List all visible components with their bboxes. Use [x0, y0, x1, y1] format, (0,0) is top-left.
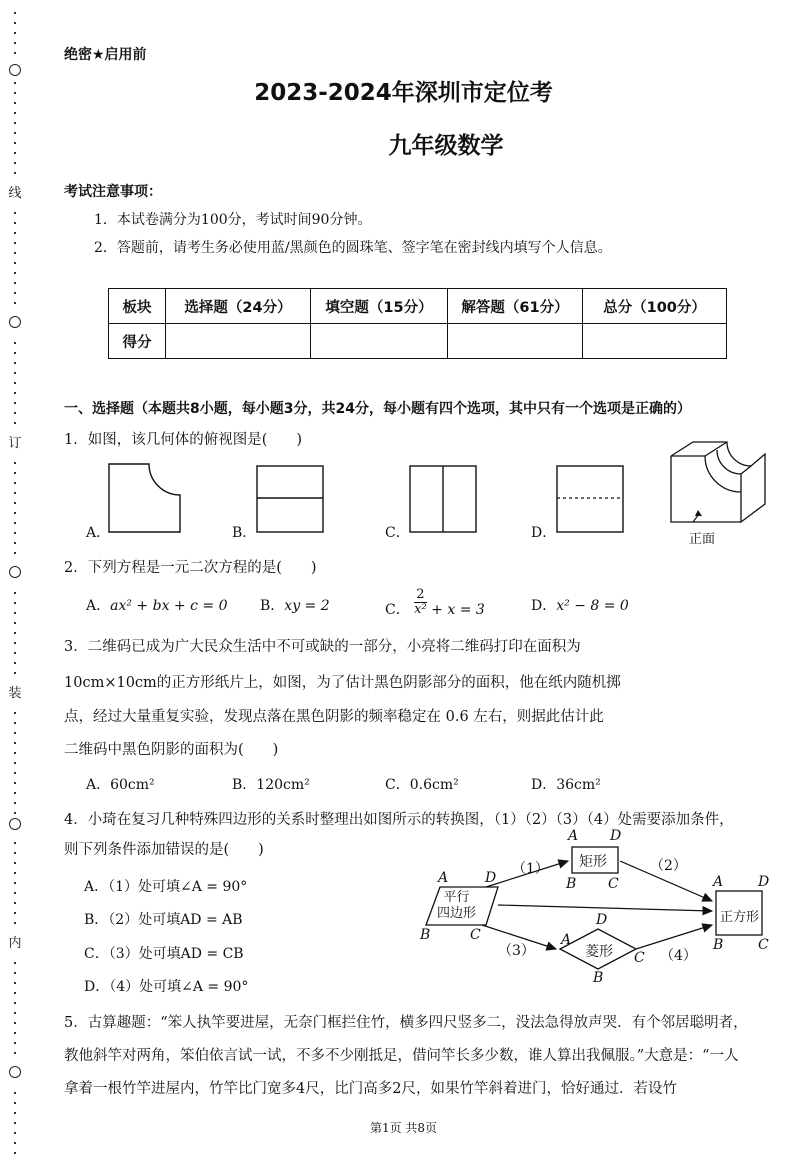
binding-dot [14, 782, 16, 784]
binding-dot [14, 52, 16, 54]
binding-dot [14, 1002, 16, 1004]
q4-line: 4．小琦在复习几种特殊四边形的关系时整理出如图所示的转换图，（1）（2）（3）（4）处需要添加条件， [64, 812, 734, 828]
page-title: 2023-2024年深圳市定位考 [254, 80, 553, 106]
score-row-label: 得分 [109, 324, 166, 359]
binding-dot [14, 492, 16, 494]
binding-dot [14, 212, 16, 214]
q2-option-a-expr: ax² + bx + c = 0 [110, 598, 228, 614]
binding-dot [14, 962, 16, 964]
q3-option-b: B．120cm² [232, 777, 310, 793]
q1-option-d: D． [531, 525, 557, 541]
binding-dot [14, 172, 16, 174]
q3-option-a: A．60cm² [86, 777, 155, 793]
binding-dot [14, 672, 16, 674]
binding-dot [14, 652, 16, 654]
binding-dot [14, 382, 16, 384]
binding-dot [14, 722, 16, 724]
binding-dot [14, 412, 16, 414]
parallelogram-label-line1: 平行 [443, 890, 470, 905]
q4-rectangle-label: 矩形 [579, 854, 607, 870]
binding-dot [14, 642, 16, 644]
q4-option-d: D．（4）处可填∠A = 90° [84, 979, 249, 995]
binding-dot [14, 532, 16, 534]
binding-dot [14, 252, 16, 254]
notice-heading: 考试注意事项： [64, 184, 162, 200]
binding-dot [14, 122, 16, 124]
vertex-letter: C [634, 950, 645, 966]
section-heading: 一、选择题（本题共8小题，每小题3分，共24分，每小题有四个选项，其中只有一个选项是正确的） [64, 401, 691, 417]
binding-dot [14, 662, 16, 664]
binding-dot [14, 712, 16, 714]
q3-line: 点，经过大量重复实验，发现点落在黑色阴影的频率稳定在 0.6 左右，则据此估计此 [64, 709, 604, 725]
q3-line: 3．二维码已成为广大民众生活中不可或缺的一部分，小亮将二维码打印在面积为 [64, 639, 581, 655]
q5-line: 5．古算趣题：“笨人执竿要进屋，无奈门框拦住竹，横多四尺竖多二，没法急得放声哭．有个邻居聪明者， [64, 1015, 748, 1031]
vertex-letter: A [561, 932, 572, 948]
q1-option-c: C． [385, 525, 410, 541]
binding-dot [14, 242, 16, 244]
binding-dot [14, 732, 16, 734]
q4-option-a: A．（1）处可填∠A = 90° [84, 879, 248, 895]
vertex-letter: B [593, 970, 604, 986]
score-header: 总分（100分） [583, 289, 727, 324]
binding-dot [14, 232, 16, 234]
notice-item: 2．答题前，请考生务必使用蓝/黑颜色的圆珠笔、签字笔在密封线内填写个人信息。 [94, 240, 612, 256]
binding-dot [14, 912, 16, 914]
page-subtitle: 九年级数学 [388, 133, 504, 159]
binding-dot [14, 812, 16, 814]
binding-dot [14, 872, 16, 874]
q2-option-b [260, 595, 330, 615]
binding-dot [14, 22, 16, 24]
q2-option-b-expr: xy = 2 [284, 598, 330, 614]
binding-dot [14, 302, 16, 304]
q2-option-a [86, 595, 227, 615]
page-footer: 第1页 共8页 [369, 1121, 438, 1135]
binding-dot [14, 882, 16, 884]
binding-ring [9, 316, 21, 328]
binding-dot [14, 922, 16, 924]
binding-dot [14, 1032, 16, 1034]
q2-option-b-label: B． [260, 598, 285, 614]
binding-dot [14, 222, 16, 224]
binding-dot [14, 612, 16, 614]
binding-dot [14, 112, 16, 114]
q2-option-c-den: x² [414, 602, 427, 617]
parallelogram-label-line2: 四边形 [437, 906, 477, 921]
vertex-letter: C [470, 927, 481, 943]
binding-dot [14, 992, 16, 994]
q2-stem: 2．下列方程是一元二次方程的是( ) [64, 560, 317, 576]
binding-dot [14, 262, 16, 264]
binding-dot [14, 342, 16, 344]
q4-line: 则下列条件添加错误的是( ) [64, 842, 264, 858]
binding-dot [14, 1092, 16, 1094]
q1-figure-d [553, 462, 627, 536]
binding-ring [9, 566, 21, 578]
binding-dot [14, 892, 16, 894]
score-cell [448, 324, 583, 359]
vertex-letter: A [713, 874, 724, 890]
binding-dot [14, 772, 16, 774]
binding-dot [14, 762, 16, 764]
binding-dot [14, 852, 16, 854]
vertex-letter: A [568, 828, 579, 844]
notice-item: 1．本试卷满分为100分，考试时间90分钟。 [94, 212, 372, 228]
vertex-letter: D [758, 874, 770, 890]
binding-dot [14, 622, 16, 624]
score-table [108, 288, 727, 359]
binding-dot [14, 462, 16, 464]
score-cell [166, 324, 311, 359]
binding-dot [14, 372, 16, 374]
q1-option-b: B． [232, 525, 257, 541]
binding-dot [14, 792, 16, 794]
binding-ring [9, 1066, 21, 1078]
q4-rhombus-label: 菱形 [585, 944, 613, 960]
binding-dot [14, 1012, 16, 1014]
binding-dot [14, 282, 16, 284]
q2-option-c [385, 588, 485, 617]
confidential-label: 绝密★启用前 [64, 47, 147, 63]
binding-dot [14, 752, 16, 754]
q1-stem: 1．如图，该几何体的俯视图是( ) [64, 432, 303, 448]
score-header: 解答题（61分） [448, 289, 583, 324]
q2-option-c-rest: + x = 3 [431, 601, 485, 618]
binding-dot [14, 1102, 16, 1104]
binding-char: 线 [8, 186, 22, 201]
q4-square-label: 正方形 [720, 910, 760, 925]
q1-solid-figure [665, 436, 771, 528]
q4-arrow-label-1: （1） [512, 861, 549, 877]
binding-dot [14, 602, 16, 604]
score-header: 填空题（15分） [311, 289, 448, 324]
q4-arrow-label-2: （2） [650, 858, 687, 874]
binding-dot [14, 1112, 16, 1114]
score-cell [311, 324, 448, 359]
binding-dot [14, 482, 16, 484]
q2-option-c-fraction [414, 588, 427, 617]
binding-dot [14, 592, 16, 594]
binding-dot [14, 512, 16, 514]
binding-dot [14, 902, 16, 904]
binding-dot [14, 1052, 16, 1054]
binding-dot [14, 422, 16, 424]
binding-dot [14, 842, 16, 844]
binding-dot [14, 982, 16, 984]
binding-char: 内 [8, 936, 22, 951]
binding-dot [14, 1142, 16, 1144]
q4-arrow-label-4: （4） [660, 948, 697, 964]
vertex-letter: B [566, 876, 577, 892]
q4-option-b: B．（2）处可填AD = AB [84, 912, 243, 928]
binding-dot [14, 362, 16, 364]
score-header: 选择题（24分） [166, 289, 311, 324]
binding-dot [14, 402, 16, 404]
vertex-letter: B [713, 937, 724, 953]
q2-option-c-num: 2 [414, 588, 427, 603]
vertex-letter: C [608, 876, 619, 892]
q3-line: 10cm×10cm的正方形纸片上，如图，为了估计黑色阴影部分的面积，他在纸内随机掷 [64, 675, 621, 691]
q1-figure-c [406, 462, 480, 536]
vertex-letter: D [485, 870, 497, 886]
binding-dot [14, 352, 16, 354]
binding-dot [14, 542, 16, 544]
binding-dot [14, 292, 16, 294]
q5-line: 教他斜竿对两角，笨伯依言试一试，不多不少刚抵足，借问竿长多少数，谁人算出我佩服。”大意是：“一人 [64, 1048, 739, 1064]
binding-dot [14, 392, 16, 394]
q5-line: 拿着一根竹竿进屋内，竹竿比门宽多4尺，比门高多2尺，如果竹竿斜着进门，恰好通过．若设竹 [64, 1081, 677, 1097]
binding-char: 装 [8, 686, 22, 701]
binding-dot [14, 1022, 16, 1024]
binding-dot [14, 522, 16, 524]
q2-option-d-label: D． [531, 598, 557, 614]
q2-option-a-label: A． [86, 598, 111, 614]
score-cell [583, 324, 727, 359]
vertex-letter: C [758, 937, 769, 953]
q1-figure-b [253, 462, 327, 536]
binding-dot [14, 972, 16, 974]
q1-front-label: 正面 [689, 532, 716, 547]
q3-line: 二维码中黑色阴影的面积为( ) [64, 742, 279, 758]
binding-dot [14, 1042, 16, 1044]
vertex-letter: B [420, 927, 431, 943]
q4-option-c: C．（3）处可填AD = CB [84, 946, 244, 962]
q2-option-d-expr: x² − 8 = 0 [556, 598, 629, 614]
score-header: 板块 [109, 289, 166, 324]
binding-dot [14, 802, 16, 804]
vertex-letter: D [596, 912, 608, 928]
binding-dot [14, 742, 16, 744]
binding-margin [6, 0, 26, 1168]
binding-dot [14, 472, 16, 474]
binding-dot [14, 862, 16, 864]
q1-option-a: A． [86, 525, 111, 541]
binding-dot [14, 42, 16, 44]
binding-ring [9, 818, 21, 830]
binding-char: 订 [8, 436, 22, 451]
binding-dot [14, 32, 16, 34]
q4-arrow-label-3: （3） [498, 943, 535, 959]
binding-dot [14, 632, 16, 634]
q2-option-d [531, 595, 629, 615]
q2-option-c-label: C． [385, 601, 410, 618]
vertex-letter: A [438, 870, 449, 886]
binding-dot [14, 272, 16, 274]
q3-option-c: C．0.6cm² [385, 777, 459, 793]
q4-parallelogram-label [437, 890, 476, 922]
binding-dot [14, 502, 16, 504]
binding-dot [14, 1152, 16, 1154]
q3-option-d: D．36cm² [531, 777, 601, 793]
binding-dot [14, 12, 16, 14]
binding-dot [14, 162, 16, 164]
binding-dot [14, 552, 16, 554]
vertex-letter: D [610, 828, 622, 844]
q1-figure-a [105, 460, 185, 536]
